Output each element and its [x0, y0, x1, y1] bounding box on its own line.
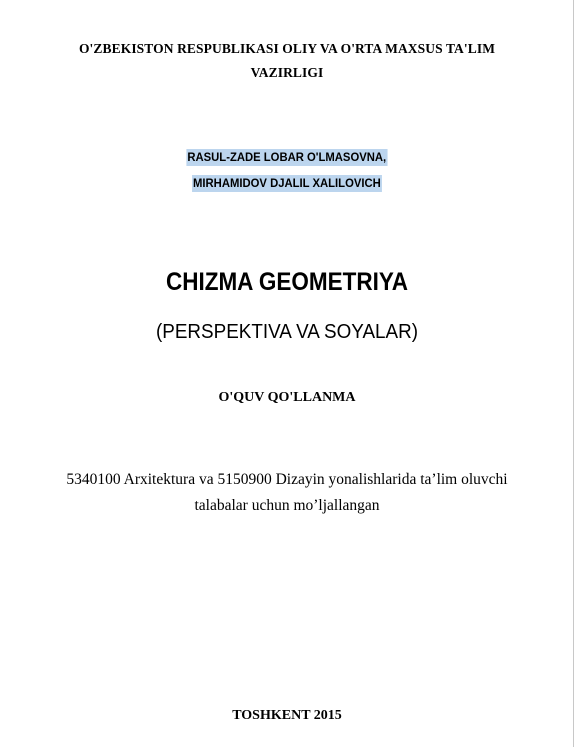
author-name-1: RASUL-ZADE LOBAR O'LMASOVNA, [187, 150, 387, 164]
book-subtitle: (PERSPEKTIVA VA SOYALAR) [155, 320, 419, 343]
author-name-2: MIRHAMIDOV DJALIL XALILOVICH [193, 176, 381, 190]
book-title: CHIZMA GEOMETRIYA [165, 268, 409, 296]
author-2-container [0, 174, 574, 192]
description-line-1: 5340100 Arxitektura va 5150900 Dizayin yonalishlarida ta’lim oluvchi [66, 471, 508, 488]
ministry-line-1: O'ZBEKISTON RESPUBLIKASI OLIY VA O'RTA MAXSUS TA'LIM [78, 41, 496, 56]
description-line-2: talabalar uchun mo’ljallangan [194, 497, 380, 514]
place-year: TOSHKENT 2015 [232, 708, 342, 723]
document-type: O'QUV QO'LLANMA [218, 390, 356, 405]
ministry-line-2: VAZIRLIGI [250, 65, 324, 80]
author-1-container [0, 148, 574, 166]
